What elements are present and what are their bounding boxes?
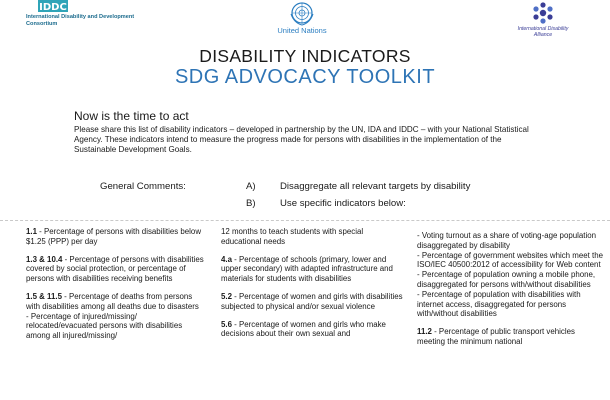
indicator-text: - Percentage of women and girls with disabilities subjected to physical and/or sexual violence	[221, 291, 403, 311]
indicator-item	[417, 290, 605, 319]
section-divider	[0, 220, 610, 221]
un-emblem-icon	[289, 0, 315, 26]
ida-logo	[508, 0, 578, 42]
indicator-number: 1.3 & 10.4	[26, 254, 63, 264]
page-subtitle: SDG ADVOCACY TOOLKIT	[174, 66, 436, 88]
indicator-item	[221, 292, 403, 312]
indicator-text: - Percentage of public transport vehicles meeting the minimum national	[417, 327, 575, 346]
indicator-item	[26, 292, 208, 312]
indicator-item	[417, 251, 605, 271]
indicator-number: 11.2	[417, 327, 432, 337]
indicator-text: - Percentage of deaths from persons with disabilities among all deaths due to disasters	[26, 291, 199, 311]
indicator-text: - Percentage of women and girls who make decisions about their own sexual and	[221, 319, 386, 339]
indicator-column-2	[221, 227, 403, 347]
indicator-item	[26, 312, 208, 341]
indicator-text: - Percentage of injured/missing/ relocated/evacuated persons with disabilities among all injured/missing/	[26, 311, 183, 341]
indicator-text: - Percentage of population with disabilities with internet access, disaggregated for persons with/without disabilities	[417, 289, 581, 319]
ida-flower-icon	[530, 0, 556, 26]
indicator-text: - Voting turnout as a share of voting-age population disaggregated by disability	[417, 231, 596, 250]
indicator-number: 4.a	[221, 254, 232, 264]
iddc-logo	[0, 0, 140, 38]
comment-a-text: Disaggregate all relevant targets by disability	[280, 181, 471, 192]
indicator-item	[221, 255, 403, 284]
ida-logo-caption: International Disability Alliance	[517, 26, 569, 39]
indicator-item	[417, 270, 605, 290]
intro-paragraph: Please share this list of disability indicators – developed in partnership by the UN, IDA and IDDC – with your National Statistical Agency. These indicators intend to measure the progress made for persons with disabilities in the implementation of the Sustainable Development Goals.	[74, 125, 529, 155]
indicator-item	[221, 227, 403, 247]
indicator-number: 1.5 & 11.5	[26, 291, 62, 301]
indicator-item	[26, 227, 208, 247]
indicator-text: - Percentage of schools (primary, lower and upper secondary) with adapted infrastructure and materials for students with disabilities	[221, 254, 393, 284]
un-logo	[262, 0, 342, 38]
indicator-number: 5.2	[221, 291, 232, 301]
indicator-column-3	[417, 227, 605, 355]
indicator-item	[221, 320, 403, 340]
indicator-number: 5.6	[221, 319, 232, 329]
intro-heading: Now is the time to act	[74, 109, 189, 123]
svg-text:IDDC: IDDC	[39, 2, 67, 12]
indicator-text: - Percentage of persons with disabilities below $1.25 (PPP) per day	[26, 227, 202, 246]
iddc-logo-icon	[38, 0, 68, 12]
indicator-text: - Percentage of persons with disabilities covered by social protection, or percentage of persons with disabilities receiving benefits	[26, 254, 204, 284]
un-logo-caption: United Nations	[277, 26, 327, 35]
indicator-item	[26, 255, 208, 284]
indicator-text: - Percentage of population owning a mobile phone, disaggregated for persons with/without disabilities	[417, 270, 596, 289]
indicator-text: 12 months to teach students with special educational needs	[221, 227, 364, 246]
indicator-item	[417, 327, 605, 347]
comment-b-letter: B)	[246, 198, 256, 209]
page-title: DISABILITY INDICATORS	[199, 46, 411, 66]
comment-a-letter: A)	[246, 181, 256, 192]
indicator-item	[417, 231, 605, 251]
indicator-number: 1.1	[26, 227, 37, 236]
comment-b-text: Use specific indicators below:	[280, 198, 406, 209]
indicator-text: - Percentage of government websites which meet the ISO/IEC 40500:2012 of accessibility for Web content	[417, 250, 603, 270]
indicator-column-1	[26, 227, 208, 349]
general-comments-label: General Comments:	[100, 181, 186, 192]
iddc-logo-caption: International Disability and Development Consortium	[26, 14, 135, 27]
